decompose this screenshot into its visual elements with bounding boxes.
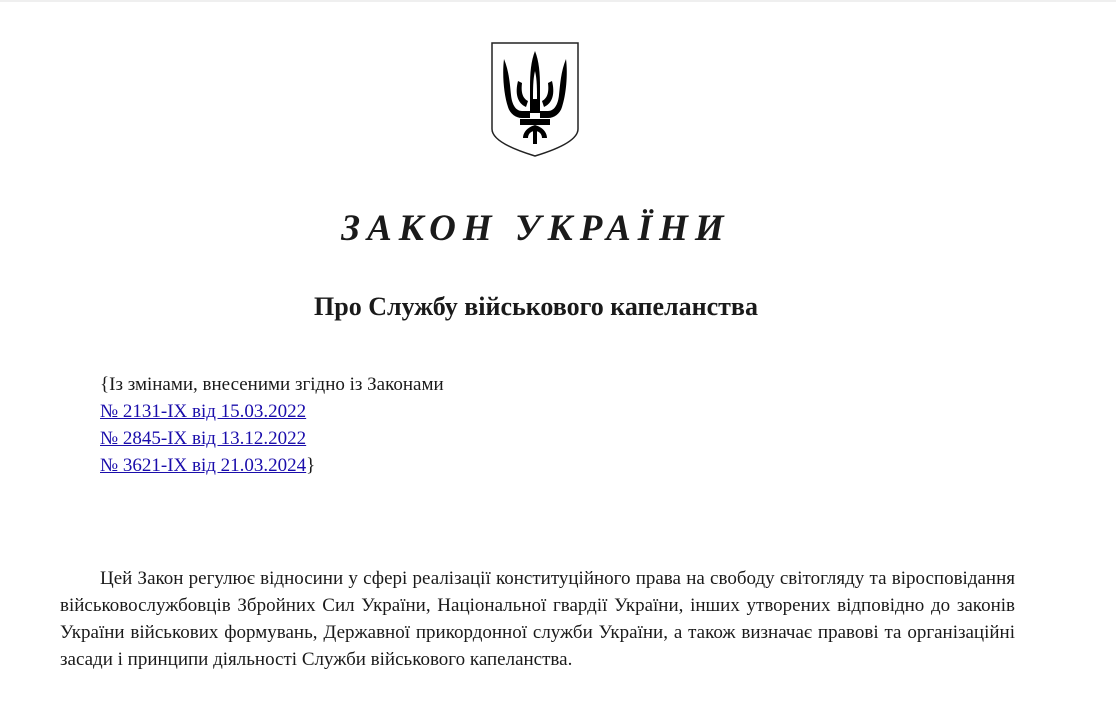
amendment-line bbox=[100, 398, 444, 425]
trident-coat-of-arms-icon bbox=[490, 41, 580, 158]
amendments-note bbox=[100, 371, 444, 479]
law-title: ЗАКОН УКРАЇНИ bbox=[341, 208, 731, 249]
amendment-link-2845-ix[interactable]: № 2845-IX від 13.12.2022 bbox=[100, 428, 307, 449]
amendment-line bbox=[100, 452, 444, 479]
amendment-link-3621-ix[interactable]: № 3621-IX від 21.03.2024 bbox=[100, 455, 307, 476]
law-name: Про Службу військового капеланства bbox=[314, 292, 758, 321]
top-border bbox=[0, 0, 1116, 2]
amendments-intro: {Із змінами, внесеними згідно із Законами bbox=[100, 374, 444, 395]
amendment-link-2131-ix[interactable]: № 2131-IX від 15.03.2022 bbox=[100, 401, 307, 422]
amendments-close-brace: } bbox=[306, 455, 316, 476]
amendment-line bbox=[100, 425, 444, 452]
preamble-paragraph: Цей Закон регулює відносини у сфері реалізації конституційного права на свободу світогляду та віросповідання військовослужбовців Збройних Сил України, Національної гвардії України, інших утворених відповідно до законів України військових формувань, Державної прикордонної служби України, а також визначає правові та організаційні засади і принципи діяльності Служби військового капеланства. bbox=[60, 568, 1015, 670]
